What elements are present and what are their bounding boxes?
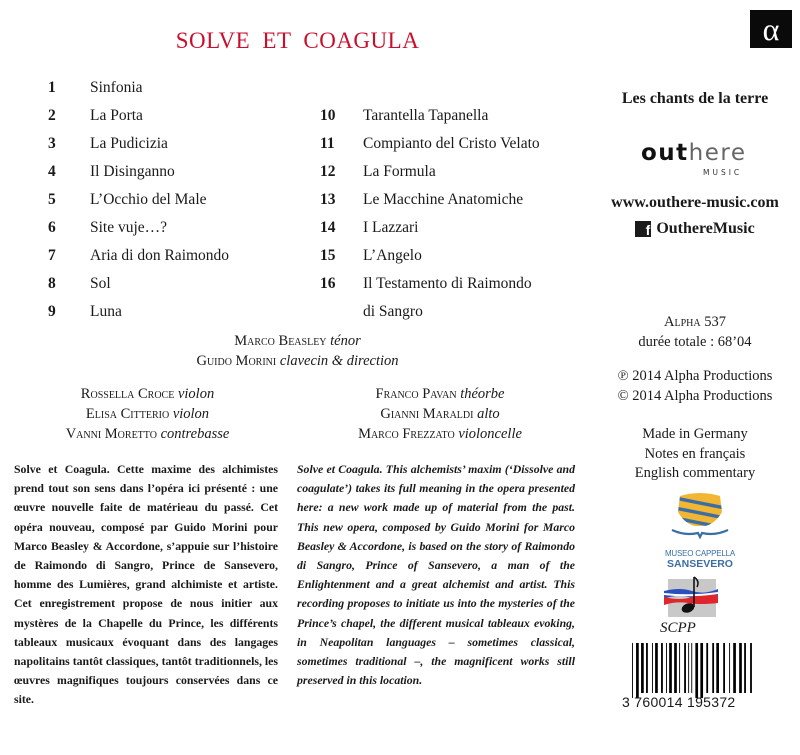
performer [300, 384, 580, 404]
performer [20, 404, 275, 424]
barcode-bar [695, 643, 698, 698]
performer-role: théorbe [460, 386, 505, 402]
performer-role: clavecin & direction [279, 353, 399, 369]
total-duration: durée totale : 68’04 [638, 333, 752, 350]
performers-left [20, 384, 275, 444]
barcode-bar [652, 643, 653, 693]
track-number: 5 [48, 191, 56, 208]
track-title-line2: di Sangro [363, 303, 423, 320]
track-number: 11 [320, 135, 335, 152]
track-number: 14 [320, 219, 336, 236]
barcode-bar [706, 643, 708, 693]
track-number: 9 [48, 303, 56, 320]
barcode-bar [632, 643, 633, 698]
performer-role: violon [177, 386, 215, 402]
track-title: L’Occhio del Male [90, 191, 207, 208]
barcode-bar [666, 643, 667, 693]
track-number: 10 [320, 107, 336, 124]
catalog-info [590, 313, 800, 352]
track-number: 7 [48, 247, 56, 264]
barcode-bar [641, 643, 644, 693]
performer-name: Marco Frezzato [358, 426, 455, 442]
notes-language-fr: Notes en français [644, 445, 746, 462]
performer-name: Elisa Citterio [85, 406, 170, 422]
phonogram-notice: ℗ 2014 Alpha Productions [617, 368, 773, 384]
catalog-number: Alpha 537 [664, 314, 726, 330]
barcode-bar [716, 643, 719, 693]
track-title: Tarantella Tapanella [363, 107, 489, 124]
album-title: SOLVE ET COAGULA [175, 28, 420, 53]
performer [300, 404, 580, 424]
performer [20, 424, 275, 444]
track-number: 2 [48, 107, 56, 124]
barcode [630, 643, 756, 698]
made-in: Made in Germany [642, 426, 748, 442]
facebook-link[interactable] [590, 220, 800, 238]
track-title: La Pudicizia [90, 135, 168, 152]
track-title: La Formula [363, 163, 436, 180]
track-title: Compianto del Cristo Velato [363, 135, 540, 152]
lead-performers [0, 331, 595, 371]
track-title: L’Angelo [363, 247, 422, 264]
performer-name: Marco Beasley [234, 333, 327, 349]
track-title: Il Disinganno [90, 163, 175, 180]
scpp-text: SCPP [660, 620, 696, 636]
barcode-bar [679, 643, 680, 693]
barcode-number: 3 760014 195372 [622, 694, 736, 710]
barcode-bar [669, 643, 672, 693]
outhere-logo-sub: MUSIC [703, 168, 743, 177]
copyright-notice: © 2014 Alpha Productions [617, 387, 773, 404]
track-title: Sol [90, 275, 111, 292]
facebook-handle: OuthereMusic [656, 220, 755, 237]
barcode-bar [661, 643, 663, 693]
track-number: 6 [48, 219, 56, 236]
performer-name: Franco Pavan [375, 386, 457, 402]
barcode-bar [646, 643, 648, 693]
track-number: 16 [320, 275, 336, 292]
notes-language-en: English commentary [634, 465, 756, 481]
track-title: Luna [90, 303, 122, 320]
museo-logo-line1: MUSEO CAPPELLA [664, 549, 736, 558]
barcode-bar [739, 643, 742, 693]
outhere-music-logo [635, 140, 745, 180]
product-info [590, 425, 800, 484]
track-title: La Porta [90, 107, 143, 124]
performer [0, 351, 595, 371]
performer-role: alto [477, 406, 500, 422]
museo-cappella-sansevero-logo [650, 490, 750, 570]
performer [20, 384, 275, 404]
barcode-bar [636, 643, 639, 698]
track-number: 4 [48, 163, 56, 180]
museo-shield-icon [650, 490, 750, 540]
performer-name: Gianni Maraldi [380, 406, 474, 422]
performer-name: Rossella Croce [80, 386, 175, 402]
museo-logo-line2: SANSEVERO [667, 558, 733, 570]
track-title: Aria di don Raimondo [90, 247, 230, 264]
barcode-bar [674, 643, 677, 693]
performer-role: contrebasse [160, 426, 230, 442]
track-title: Le Macchine Anatomiche [363, 191, 524, 208]
website-link[interactable]: www.outhere-music.com [611, 194, 779, 211]
notes-english: Solve et Coagula. This alchemists’ maxim (‘Dissolve and coagulate’) takes its full meaning in the opera presented here: a new work made up of material from the past. This new opera, composed by Guido Morini for Marco Beasley & Accordone, is based on the story of Raimondo di Sangro, Prince of Sansevero, a man of the Enlightenment and a great alchemist and artist. This recording proposes to initiate us into the mysteries of the Prince’s chapel, the different musical tableaux evoking, in Neapolitan languages – sometimes classical, sometimes traditional –, the magnificent works still preserved in this location. [297, 462, 575, 688]
barcode-bar [700, 643, 703, 698]
track-number: 13 [320, 191, 336, 208]
performers-right [300, 384, 580, 444]
outhere-logo-word [641, 140, 747, 166]
scpp-logo [660, 575, 720, 635]
track-title: I Lazzari [363, 219, 419, 236]
track-title: Site vuje…? [90, 219, 168, 236]
barcode-bar [691, 643, 692, 693]
performer-name: Vanni Moretto [65, 426, 157, 442]
track-number: 3 [48, 135, 56, 152]
barcode-bar [750, 643, 752, 693]
performer-name: Guido Morini [196, 353, 277, 369]
barcode-bar [688, 643, 689, 693]
barcode-bar [684, 643, 686, 693]
track-title: Sinfonia [90, 79, 143, 96]
track-title: Il Testamento di Raimondo [363, 275, 532, 292]
barcode-bar [712, 643, 714, 693]
barcode-bar [744, 643, 746, 693]
track-number: 12 [320, 163, 336, 180]
performer-role: violon [172, 406, 210, 422]
performer [0, 331, 595, 351]
copyright-info [590, 367, 800, 406]
performer [300, 424, 580, 444]
logo-word-b: here [688, 140, 747, 166]
barcode-bar [733, 643, 736, 693]
logo-word-a: out [641, 140, 689, 166]
track-number: 1 [48, 79, 56, 96]
notes-french: Solve et Coagula. Cette maxime des alchimistes prend tout son sens dans l’opéra ici présenté : une œuvre nouvelle faite de matérieau du passé. Cet opéra nouveau, composé par Guido Morini pour Marco Beasley & Accordone, s’appuie sur l’histoire de Raimondo di Sangro, Prince de Sansevero, homme des Lumières, grand alchimiste et artiste. Cet enregistrement propose de nous initier aux mystères de la Chapelle du Prince, les différents tableaux musicaux évoquant dans des langages napolitains tantôt classiques, tantôt traditionnels, les œuvres magnifiques toujours conservées dans ce site. [14, 462, 278, 707]
barcode-bar [723, 643, 725, 693]
scpp-music-note-icon [660, 575, 720, 619]
barcode-bar [655, 643, 658, 693]
alpha-icon: α [750, 10, 792, 48]
series-title: Les chants de la terre [621, 90, 769, 107]
performer-role: violoncelle [458, 426, 522, 442]
facebook-icon: f [635, 221, 651, 237]
track-number: 8 [48, 275, 56, 292]
barcode-bar [729, 643, 730, 693]
performer-role: ténor [330, 333, 361, 349]
track-number: 15 [320, 247, 336, 264]
